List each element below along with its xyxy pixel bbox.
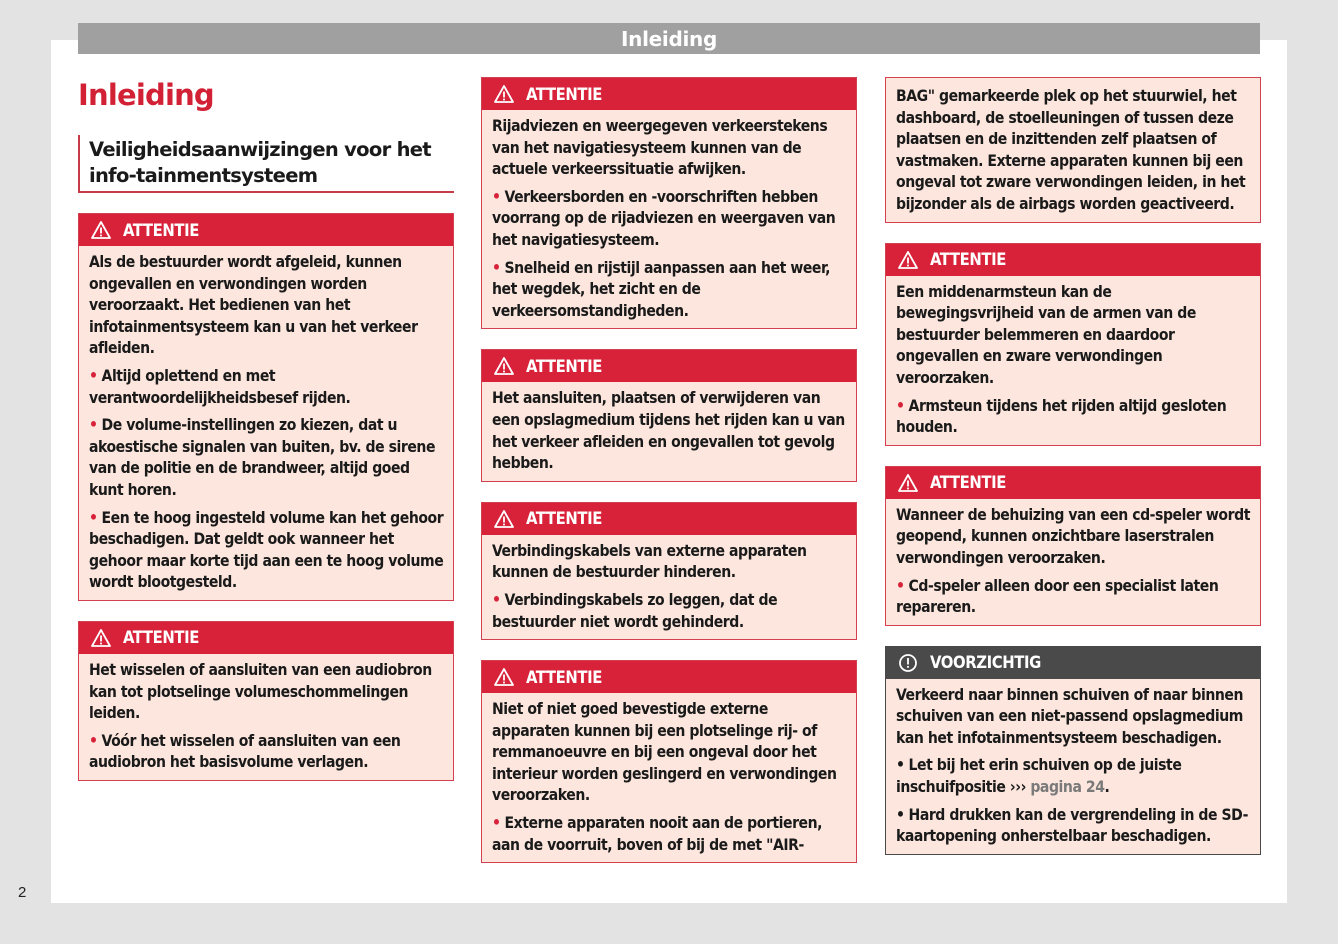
warning-bullet: [89, 508, 445, 594]
warning-continuation-text: BAG" gemarkeerde plek op het stuurwiel, het dashboard, de stoelleuningen of tussen deze plaatsen en de inzittenden zelf plaatsen of vastmaken. Externe apparaten kunnen bij een ongeval tot zware verwondingen leiden, in het bijzonder als de airbags worden geactiveerd.: [896, 87, 1246, 213]
warning-triangle-icon: [494, 356, 514, 376]
bullet-text: Snelheid en rijstijl aanpassen aan het weer, het wegdek, het zicht en de verkeersomstandigheden.: [492, 258, 831, 320]
warning-bullet: [896, 576, 1252, 619]
warning-box: [78, 621, 454, 781]
warning-header: [482, 350, 856, 382]
warning-body: [482, 693, 856, 862]
warning-label: ATTENTIE: [123, 628, 199, 648]
bullet-text: Cd-speler alleen door een specialist laten repareren.: [896, 576, 1219, 617]
warning-bullet: [896, 396, 1252, 439]
warning-triangle-icon: [898, 473, 918, 493]
caution-label: VOORZICHTIG: [930, 653, 1041, 673]
bullet-end: .: [1104, 778, 1110, 797]
bullet-text: Een te hoog ingesteld volume kan het gehoor beschadigen. Dat geldt ook wanneer het gehoor maar korte tijd aan een te hoog volume wordt blootgesteld.: [89, 508, 444, 592]
exclamation-circle-icon: [898, 653, 918, 673]
warning-bullet: [492, 258, 848, 323]
bullet-icon: •: [89, 508, 98, 527]
warning-triangle-icon: [494, 509, 514, 529]
bullet-icon: •: [492, 590, 501, 609]
warning-body: [79, 246, 453, 600]
bullet-text: De volume-instellingen zo kiezen, dat u akoestische signalen van buiten, bv. de sirene van de politie en de brandweer, altijd goed kunt horen.: [89, 416, 436, 499]
warning-box: [481, 349, 857, 481]
bullet-text: Armsteun tijdens het rijden altijd gesloten houden.: [896, 396, 1227, 437]
warning-label: ATTENTIE: [123, 220, 199, 240]
warning-box: [481, 660, 857, 863]
bullet-icon: •: [896, 396, 905, 415]
warning-triangle-icon: [91, 220, 111, 240]
bullet-icon: •: [492, 814, 501, 833]
bullet-icon: •: [89, 416, 98, 435]
warning-intro: Het aansluiten, plaatsen of verwijderen van een opslagmedium tijdens het rijden kan u van het verkeer afleiden en ongevallen tot gevolg hebben.: [492, 389, 845, 473]
bullet-text: Verbindingskabels zo leggen, dat de bestuurder niet wordt gehinderd.: [492, 590, 778, 631]
warning-triangle-icon: [91, 628, 111, 648]
page-reference-link[interactable]: pagina 24: [1030, 778, 1105, 797]
warning-header: [482, 78, 856, 110]
warning-label: ATTENTIE: [526, 667, 602, 687]
page-title: Inleiding: [78, 78, 214, 112]
bullet-text: Let bij het erin schuiven op de juiste inschuifpositie: [896, 756, 1182, 797]
warning-label: ATTENTIE: [526, 84, 602, 104]
warning-box: [885, 466, 1261, 626]
page-number: 2: [18, 884, 27, 901]
caution-intro: Verkeerd naar binnen schuiven of naar binnen schuiven van een niet-passend opslagmedium kan het infotainmentsysteem beschadigen.: [896, 685, 1244, 747]
warning-intro: Rijadviezen en weergegeven verkeerstekens van het navigatiesysteem kunnen van de actuele verkeerssituatie afwijken.: [492, 117, 828, 179]
warning-bullet: [492, 590, 848, 633]
warning-body: [482, 382, 856, 480]
section-title-text: Veiligheidsaanwijzingen voor het info-tainmentsysteem: [89, 138, 431, 187]
warning-body: [482, 535, 856, 639]
warning-triangle-icon: [898, 250, 918, 270]
warning-body: [886, 78, 1260, 222]
warning-header: [886, 244, 1260, 276]
column-2: [481, 77, 857, 883]
bullet-icon: •: [896, 805, 905, 824]
warning-body: [482, 110, 856, 328]
warning-bullet: [89, 415, 445, 501]
warning-label: ATTENTIE: [526, 356, 602, 376]
caution-body: [886, 679, 1260, 854]
warning-box-continuation: [885, 77, 1261, 223]
warning-body: [79, 654, 453, 780]
caution-box: [885, 646, 1261, 855]
caution-bullet: [896, 755, 1252, 798]
caution-bullet: [896, 805, 1252, 848]
warning-header: [79, 622, 453, 654]
cross-reference-arrows-icon: ›››: [1009, 778, 1026, 797]
bullet-text: Vóór het wisselen of aansluiten van een audiobron het basisvolume verlagen.: [89, 731, 401, 772]
warning-intro: Een middenarmsteun kan de bewegingsvrijheid van de armen van de bestuurder belemmeren en daardoor ongevallen en zware verwondingen veroorzaken.: [896, 282, 1196, 387]
bullet-text: Externe apparaten nooit aan de portieren, aan de voorruit, boven of bij de met "AIR-: [492, 814, 823, 854]
warning-label: ATTENTIE: [930, 473, 1006, 493]
warning-bullet: [89, 366, 445, 409]
warning-triangle-icon: [494, 84, 514, 104]
warning-body: [886, 276, 1260, 445]
warning-triangle-icon: [494, 667, 514, 687]
bullet-icon: •: [896, 576, 905, 595]
warning-bullet: [492, 813, 848, 856]
warning-bullet: [492, 187, 848, 252]
column-1: [78, 77, 454, 801]
warning-intro: Verbindingskabels van externe apparaten kunnen de bestuurder hinderen.: [492, 541, 807, 582]
bullet-icon: •: [492, 187, 501, 206]
bullet-icon: •: [492, 258, 501, 277]
warning-header: [79, 214, 453, 246]
bullet-icon: •: [89, 731, 98, 750]
warning-label: ATTENTIE: [526, 509, 602, 529]
caution-header: [886, 647, 1260, 679]
warning-box: [78, 213, 454, 601]
warning-intro: Niet of niet goed bevestigde externe apparaten kunnen bij een plotselinge rij- of remmanoeuvre en bij een ongeval door het interieur worden geslingerd en verwondingen veroorzaken.: [492, 700, 837, 805]
bullet-text: Hard drukken kan de vergrendeling in de SD-kaartopening onherstelbaar beschadigen.: [896, 805, 1249, 846]
bullet-icon: •: [89, 366, 98, 385]
warning-intro: Als de bestuurder wordt afgeleid, kunnen ongevallen en verwondingen worden veroorzaakt. Het bedienen van het infotainmentsysteem kan u van het verkeer afleiden.: [89, 253, 418, 358]
warning-label: ATTENTIE: [930, 250, 1006, 270]
section-title: [78, 135, 454, 193]
warning-box: [481, 502, 857, 640]
warning-box: [885, 243, 1261, 446]
warning-bullet: [89, 731, 445, 774]
running-header: Inleiding: [78, 23, 1260, 54]
warning-intro: Wanneer de behuizing van een cd-speler wordt geopend, kunnen onzichtbare laserstralen verwondingen veroorzaken.: [896, 505, 1250, 567]
warning-box: [481, 77, 857, 329]
warning-header: [886, 467, 1260, 499]
bullet-icon: •: [896, 756, 905, 775]
warning-body: [886, 499, 1260, 625]
warning-header: [482, 661, 856, 693]
bullet-text: Altijd oplettend en met verantwoordelijkheidsbesef rijden.: [89, 366, 351, 407]
warning-header: [482, 503, 856, 535]
column-3: [885, 77, 1261, 875]
bullet-text: Verkeersborden en -voorschriften hebben voorrang op de rijadviezen en weergaven van het navigatiesysteem.: [492, 187, 836, 249]
warning-intro: Het wisselen of aansluiten van een audiobron kan tot plotselinge volumeschommelingen leiden.: [89, 660, 432, 723]
